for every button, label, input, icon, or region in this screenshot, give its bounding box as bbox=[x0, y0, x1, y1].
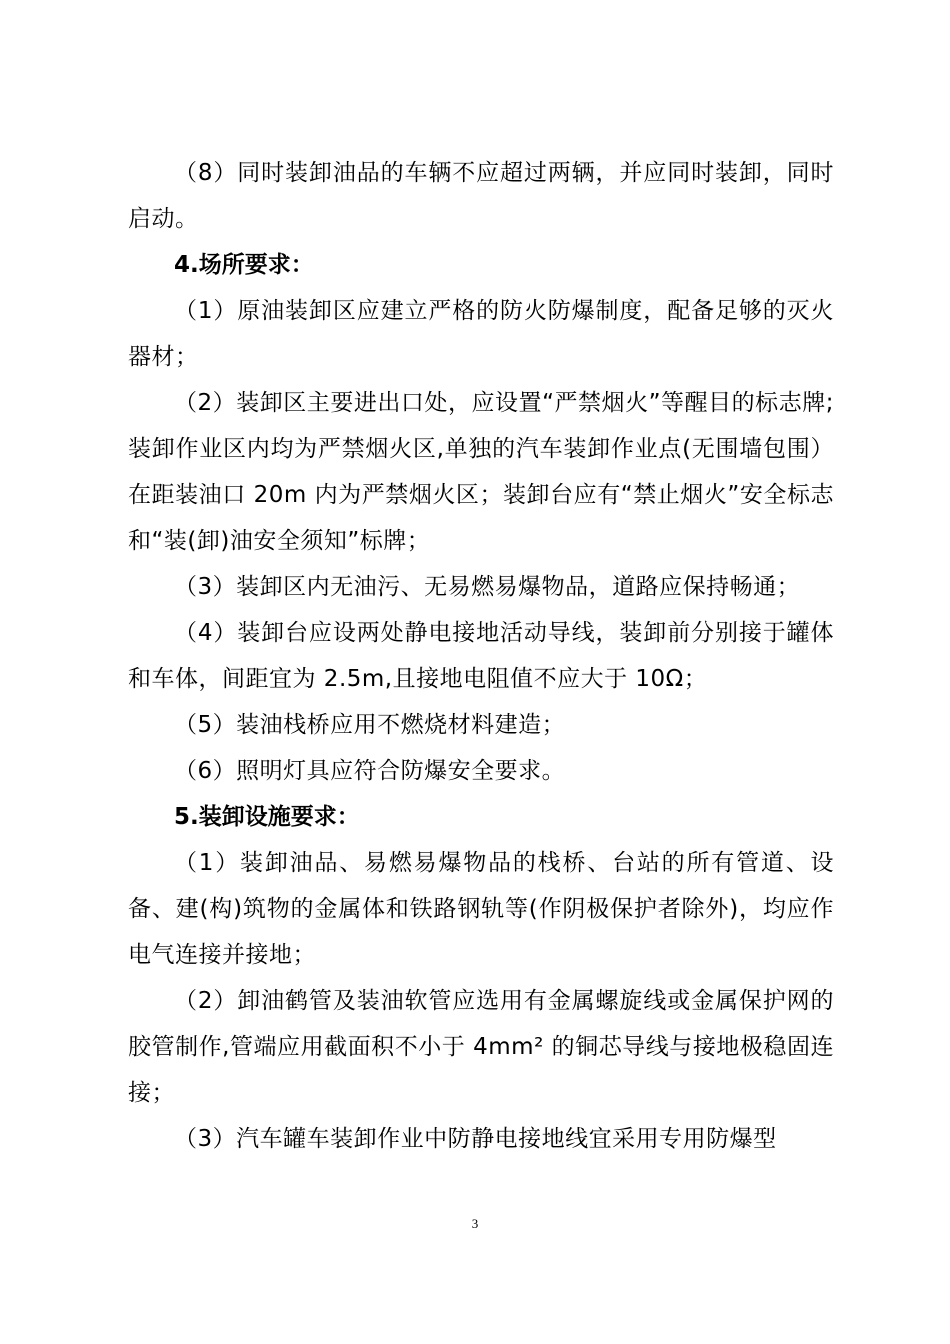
paragraph-site-2: （2）装卸区主要进出口处，应设置“严禁烟火”等醒目的标志牌;装卸作业区内均为严禁烟火区,单独的汽车装卸作业点(无围墙包围）在距装油口 20m 内为严禁烟火区；装卸台应有“禁止烟火”安全标志和“装(卸)油安全须知”标牌； bbox=[128, 390, 834, 554]
paragraph-8-simultaneous-loading: （8）同时装卸油品的车辆不应超过两辆，并应同时装卸，同时启动。 bbox=[128, 160, 834, 232]
section-heading-site-requirements: 4.场所要求： bbox=[174, 252, 314, 278]
section-heading-facility-requirements: 5.装卸设施要求： bbox=[174, 804, 360, 830]
paragraph-site-1: （1）原油装卸区应建立严格的防火防爆制度，配备足够的灭火器材； bbox=[128, 298, 834, 370]
page-number: 3 bbox=[471, 1216, 479, 1231]
paragraph-site-3: （3）装卸区内无油污、无易燃易爆物品，道路应保持畅通； bbox=[174, 574, 801, 600]
paragraph-facility-1: （1）装卸油品、易燃易爆物品的栈桥、台站的所有管道、设备、建(构)筑物的金属体和铁路钢轨等(作阴极保护者除外)，均应作电气连接并接地； bbox=[128, 850, 834, 968]
document-body bbox=[128, 150, 834, 1162]
paragraph-facility-2: （2）卸油鹤管及装油软管应选用有金属螺旋线或金属保护网的胶管制作,管端应用截面积不小于 4mm² 的铜芯导线与接地极稳固连接； bbox=[128, 988, 834, 1106]
paragraph-facility-3: （3）汽车罐车装卸作业中防静电接地线宜采用专用防爆型 bbox=[174, 1126, 777, 1152]
paragraph-site-4: （4）装卸台应设两处静电接地活动导线，装卸前分别接于罐体和车体，间距宜为 2.5m,且接地电阻值不应大于 10Ω； bbox=[128, 620, 834, 692]
paragraph-site-6: （6）照明灯具应符合防爆安全要求。 bbox=[174, 758, 566, 784]
paragraph-site-5: （5）装油栈桥应用不燃烧材料建造； bbox=[174, 712, 566, 738]
